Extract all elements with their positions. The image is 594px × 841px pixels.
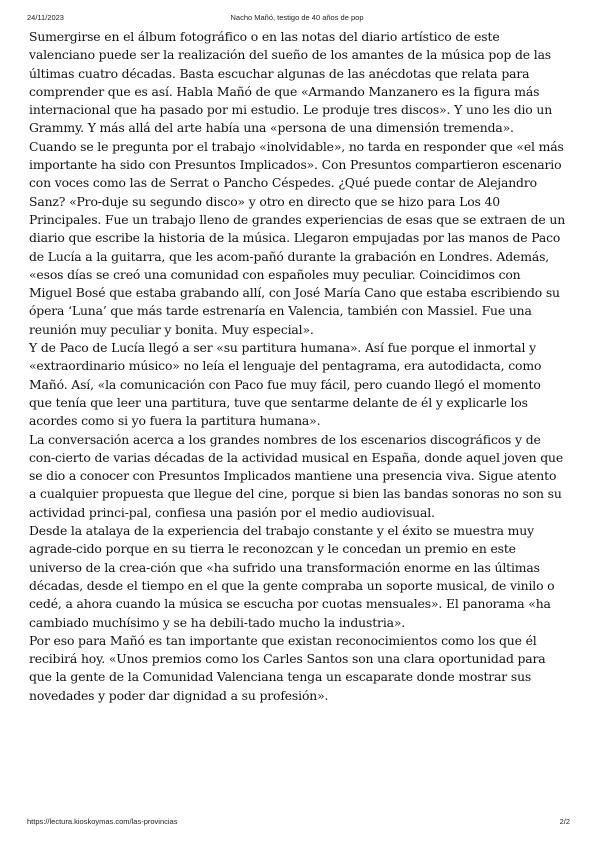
article-paragraph: La conversación acerca a los grandes nombres de los escenarios discográficos y de con-cierto de varias décadas de la actividad musical en España, donde aquel joven que se dio a conocer con Presuntos Implicados mantiene una presencia viva. Sigue atento a cualquier propuesta que llegue del cine, porque si bien las bandas sonoras no son su actividad princi-pal, confiesa una pasión por el medio audiovisual. [29, 431, 564, 520]
page-number: 2/2 [559, 817, 570, 826]
page-header [0, 13, 594, 25]
article-body [29, 28, 567, 705]
article-paragraph: Sumergirse en el álbum fotográfico o en las notas del diario artístico de este valenciano puede ser la realización del sueño de los amantes de la música pop de las últimas cuatro décadas. Basta escuchar algunas de las anécdotas que relata para comprender que es así. Habla Mañó de que «Armando Manzanero es la figura más internacional que ha pasado por mi estudio. Le produje tres discos». Y uno les dio un Grammy. Y más allá del arte había una «persona de una dimensión tremenda». [29, 29, 553, 136]
article-paragraph: Por eso para Mañó es tan importante que existan reconocimientos como los que él recibirá hoy. «Unos premios como los Carles Santos son una clara oportunidad para que la gente de la Comunidad Valenciana tenga un escaparate donde mostrar sus novedades y poder dar dignidad a su profesión». [29, 632, 546, 703]
article-paragraph: Cuando se le pregunta por el trabajo «inolvidable», no tarda en responder que «el más importante ha sido con Presuntos Implicados». Con Presuntos compartieron escenario con voces como las de Serrat o Pancho Céspedes. ¿Qué puede contar de Alejandro Sanz? «Pro-duje su segundo disco» y otro en directo que se hizo para Los 40 Principales. Fue un trabajo lleno de grandes experiencias de esas que se extraen de un diario que escribe la historia de la música. Llegaron empujadas por las manos de Paco de Lucía a la guitarra, que les acom-pañó durante la grabación en Londres. Además, «esos días se creó una comunidad con españoles muy peculiar. Coincidimos con Miguel Bosé que estaba grabando allí, con José María Cano que estaba escribiendo su ópera ‘Luna’ que más tarde estrenaría en Valencia, también con Massiel. Fue una reunión muy peculiar y bonita. Muy especial». [29, 138, 566, 337]
page-title: Nacho Mañó, testigo de 40 años de pop [230, 13, 364, 22]
source-url[interactable]: https://lectura.kioskoymas.com/las-provincias [27, 817, 178, 826]
page-footer [0, 817, 594, 829]
article-paragraph: Desde la atalaya de la experiencia del trabajo constante y el éxito se muestra muy agrade-cido porque en su tierra le reconozcan y le concedan un premio en este universo de la crea-ción que «ha sufrido una transformación enorme en las últimas décadas, desde el tiempo en el que la gente compraba un soporte musical, de vinilo o cedé, a ahora cuando la música se escucha por cuotas mensuales». El panorama «ha cambiado muchísimo y se ha debili-tado mucho la industria». [29, 523, 555, 630]
article-paragraph: Y de Paco de Lucía llegó a ser «su partitura humana». Así fue porque el inmortal y «extraordinario músico» no leía el lenguaje del pentagrama, era autodidacta, como Mañó. Así, «la comunicación con Paco fue muy fácil, pero cuando llegó el momento que tenía que leer una partitura, tuve que sentarme delante de él y explicarle los acordes como si yo fuera la partitura humana». [29, 340, 542, 429]
print-date: 24/11/2023 [27, 13, 64, 22]
